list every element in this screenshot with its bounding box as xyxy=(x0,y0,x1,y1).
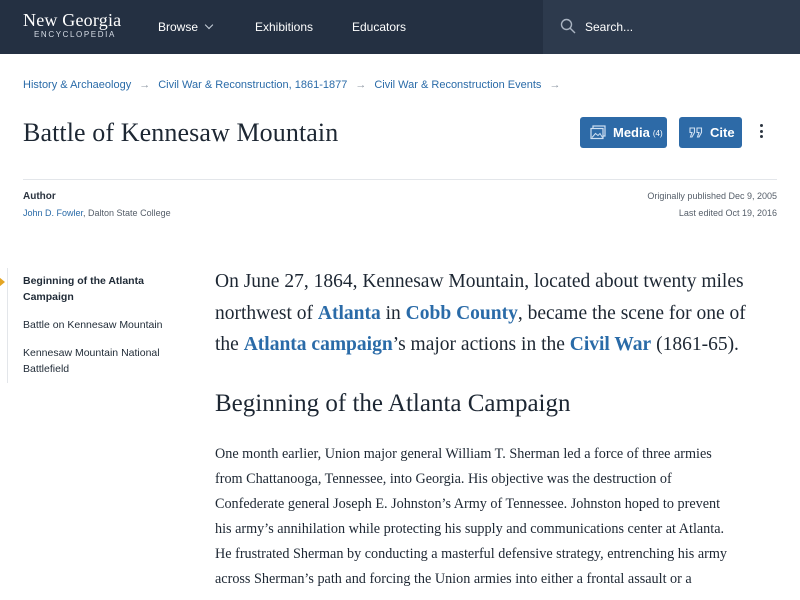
toc-item-beginning[interactable]: Beginning of the Atlanta Campaign xyxy=(23,275,144,303)
nav-browse-label: Browse xyxy=(158,20,199,34)
link-cobb-county[interactable]: Cobb County xyxy=(405,302,518,324)
nav-browse[interactable] xyxy=(158,20,212,34)
body-line: Confederate general Joseph E. Johnston’s Army of Tennessee. Johnston hoped to prevent xyxy=(215,496,721,512)
search-input[interactable] xyxy=(585,19,785,35)
author-affiliation: , Dalton State College xyxy=(83,208,171,218)
body-line: from Chattanooga, Tennessee, into Georgia. His objective was the destruction of xyxy=(215,471,672,487)
lead-text: ’s major actions in the xyxy=(392,334,570,355)
link-atlanta-campaign[interactable]: Atlanta campaign xyxy=(243,334,393,355)
body-line: One month earlier, Union major general William T. Sherman led a force of three armies xyxy=(215,446,712,462)
cite-button[interactable] xyxy=(679,117,742,148)
breadcrumb xyxy=(23,78,568,92)
toc-item-battlefield[interactable]: Kennesaw Mountain National Battlefield xyxy=(23,347,160,375)
edited-date: Last edited Oct 19, 2016 xyxy=(678,208,777,218)
arrow-right-icon: → xyxy=(549,79,561,91)
breadcrumb-link[interactable]: History & Archaeology xyxy=(23,79,132,91)
top-navigation xyxy=(0,0,800,54)
media-count: (4) xyxy=(652,129,663,138)
toc-item-battle[interactable]: Battle on Kennesaw Mountain xyxy=(23,319,163,331)
site-name: New Georgia xyxy=(23,10,122,30)
active-marker-icon xyxy=(0,277,5,287)
cite-button-label: Cite xyxy=(710,125,735,140)
lead-text: in xyxy=(380,302,406,324)
lead-text: , became the scene for one of the xyxy=(215,302,746,355)
chevron-down-icon xyxy=(205,21,213,29)
author-info xyxy=(23,208,171,219)
page-title: Battle of Kennesaw Mountain xyxy=(23,118,339,147)
quote-icon xyxy=(688,125,704,140)
search-icon[interactable] xyxy=(560,18,576,34)
media-button-label: Media xyxy=(613,125,650,140)
body-line: across Sherman’s path and forcing the Union armies into either a frontal assault or a xyxy=(215,571,692,587)
image-icon xyxy=(590,125,606,140)
lead-text: On June 27, 1864, Kennesaw Mountain, located about twenty miles northwest of xyxy=(215,271,744,324)
author-link[interactable]: John D. Fowler xyxy=(23,208,84,218)
table-of-contents xyxy=(7,268,177,383)
divider xyxy=(23,179,777,180)
body-line: his army’s annihilation while protecting his supply and communications center at Atlanta. xyxy=(215,521,725,537)
site-logo[interactable] xyxy=(23,10,121,40)
more-options-icon[interactable] xyxy=(757,124,765,142)
nav-exhibitions[interactable]: Exhibitions xyxy=(255,20,314,34)
link-atlanta[interactable]: Atlanta xyxy=(317,302,381,324)
published-date: Originally published Dec 9, 2005 xyxy=(647,191,777,201)
lead-paragraph xyxy=(215,266,765,361)
site-subtitle: ENCYCLOPEDIA xyxy=(34,30,116,39)
breadcrumb-link[interactable]: Civil War & Reconstruction, 1861-1877 xyxy=(158,79,348,91)
author-label: Author xyxy=(23,191,56,202)
nav-educators[interactable]: Educators xyxy=(352,20,407,34)
lead-text: (1861-65). xyxy=(651,334,739,355)
arrow-right-icon: → xyxy=(355,79,367,91)
body-line: He frustrated Sherman by conducting a masterful defensive strategy, entrenching his army xyxy=(215,546,728,562)
media-button[interactable] xyxy=(580,117,667,148)
section-body xyxy=(215,442,760,592)
link-civil-war[interactable]: Civil War xyxy=(569,334,652,355)
section-heading: Beginning of the Atlanta Campaign xyxy=(215,390,571,417)
search-box xyxy=(543,0,800,54)
arrow-right-icon: → xyxy=(139,79,151,91)
breadcrumb-link[interactable]: Civil War & Reconstruction Events xyxy=(374,79,542,91)
